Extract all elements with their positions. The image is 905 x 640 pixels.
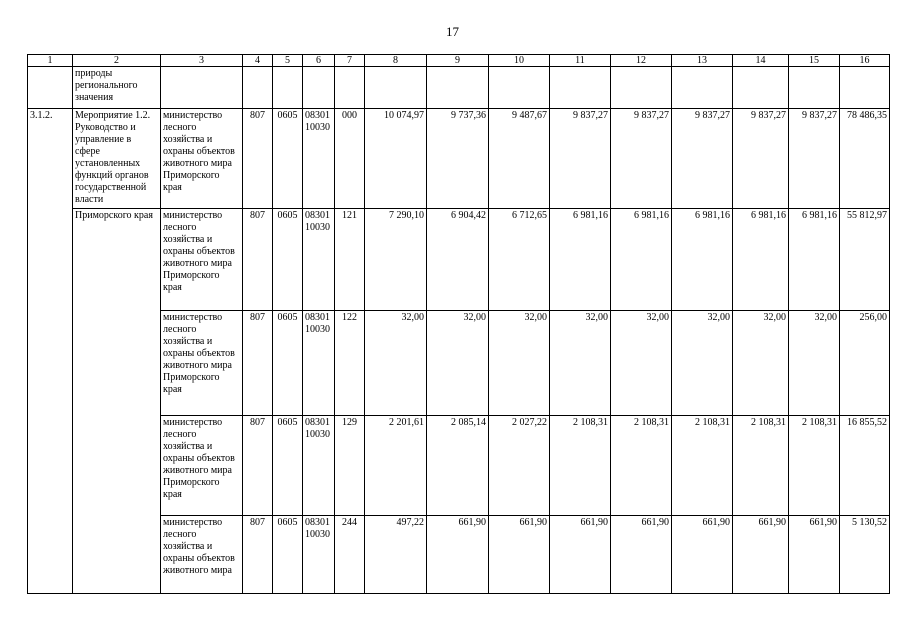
amount-cell: 661,90 <box>733 516 789 594</box>
measure-title-cell: Мероприятие 1.2. Руководство и управление в сфере установленных функций органов государственной власти <box>73 109 161 209</box>
organization-cell: министерство лесного хозяйства и охраны объектов животного мира Приморского края <box>161 109 243 209</box>
continuation-title-cell: природы регионального значения <box>73 67 161 109</box>
amount-cell: 9 837,27 <box>611 109 672 209</box>
column-number-5: 5 <box>273 55 303 67</box>
amount-cell: 32,00 <box>611 311 672 416</box>
amount-cell: 9 737,36 <box>427 109 489 209</box>
continuation-empty-cell <box>335 67 365 109</box>
amount-cell: 661,90 <box>489 516 550 594</box>
amount-cell: 497,22 <box>365 516 427 594</box>
measure-subtitle-cell: Приморского края <box>73 209 161 594</box>
column-number-1: 1 <box>28 55 73 67</box>
grbs-code-cell: 807 <box>243 209 273 311</box>
amount-cell: 9 837,27 <box>733 109 789 209</box>
section-code-cell: 0605 <box>273 311 303 416</box>
amount-cell: 9 837,27 <box>789 109 840 209</box>
amount-cell: 6 904,42 <box>427 209 489 311</box>
amount-cell: 55 812,97 <box>840 209 890 311</box>
target-article-cell: 08301 10030 <box>303 109 335 209</box>
continuation-empty-cell <box>427 67 489 109</box>
amount-cell: 32,00 <box>672 311 733 416</box>
amount-cell: 16 855,52 <box>840 416 890 516</box>
continuation-empty-cell <box>303 67 335 109</box>
target-article-cell: 08301 10030 <box>303 311 335 416</box>
continuation-empty-cell <box>840 67 890 109</box>
section-code-cell: 0605 <box>273 516 303 594</box>
column-number-14: 14 <box>733 55 789 67</box>
measure-code-cell: 3.1.2. <box>28 109 73 594</box>
amount-cell: 32,00 <box>489 311 550 416</box>
column-number-15: 15 <box>789 55 840 67</box>
amount-cell: 2 108,31 <box>611 416 672 516</box>
expense-type-cell: 244 <box>335 516 365 594</box>
column-number-10: 10 <box>489 55 550 67</box>
column-number-2: 2 <box>73 55 161 67</box>
continuation-row <box>28 67 890 109</box>
organization-cell: министерство лесного хозяйства и охраны объектов животного мира Приморского края <box>161 209 243 311</box>
expense-type-cell: 122 <box>335 311 365 416</box>
page-number: 17 <box>446 24 459 39</box>
amount-cell: 32,00 <box>733 311 789 416</box>
continuation-empty-cell <box>273 67 303 109</box>
continuation-empty-cell <box>672 67 733 109</box>
amount-cell: 5 130,52 <box>840 516 890 594</box>
amount-cell: 7 290,10 <box>365 209 427 311</box>
grbs-code-cell: 807 <box>243 416 273 516</box>
amount-cell: 32,00 <box>550 311 611 416</box>
budget-table <box>27 54 890 594</box>
amount-cell: 2 027,22 <box>489 416 550 516</box>
continuation-code-cell <box>28 67 73 109</box>
continuation-empty-cell <box>243 67 273 109</box>
column-number-7: 7 <box>335 55 365 67</box>
continuation-empty-cell <box>611 67 672 109</box>
grbs-code-cell: 807 <box>243 109 273 209</box>
amount-cell: 10 074,97 <box>365 109 427 209</box>
column-number-3: 3 <box>161 55 243 67</box>
table-row <box>28 109 890 209</box>
amount-cell: 2 108,31 <box>733 416 789 516</box>
amount-cell: 661,90 <box>550 516 611 594</box>
section-code-cell: 0605 <box>273 416 303 516</box>
continuation-empty-cell <box>789 67 840 109</box>
amount-cell: 6 712,65 <box>489 209 550 311</box>
section-code-cell: 0605 <box>273 109 303 209</box>
continuation-empty-cell <box>365 67 427 109</box>
organization-cell: министерство лесного хозяйства и охраны объектов животного мира Приморского края <box>161 311 243 416</box>
amount-cell: 32,00 <box>427 311 489 416</box>
amount-cell: 256,00 <box>840 311 890 416</box>
column-number-row <box>28 55 890 67</box>
column-number-13: 13 <box>672 55 733 67</box>
grbs-code-cell: 807 <box>243 311 273 416</box>
amount-cell: 6 981,16 <box>550 209 611 311</box>
amount-cell: 2 108,31 <box>789 416 840 516</box>
target-article-cell: 08301 10030 <box>303 209 335 311</box>
continuation-empty-cell <box>489 67 550 109</box>
amount-cell: 32,00 <box>365 311 427 416</box>
section-code-cell: 0605 <box>273 209 303 311</box>
amount-cell: 32,00 <box>789 311 840 416</box>
column-number-9: 9 <box>427 55 489 67</box>
expense-type-cell: 121 <box>335 209 365 311</box>
amount-cell: 2 108,31 <box>672 416 733 516</box>
amount-cell: 6 981,16 <box>672 209 733 311</box>
column-number-12: 12 <box>611 55 672 67</box>
amount-cell: 6 981,16 <box>733 209 789 311</box>
continuation-empty-cell <box>550 67 611 109</box>
amount-cell: 661,90 <box>672 516 733 594</box>
organization-cell: министерство лесного хозяйства и охраны объектов животного мира <box>161 516 243 594</box>
organization-cell: министерство лесного хозяйства и охраны объектов животного мира Приморского края <box>161 416 243 516</box>
column-number-6: 6 <box>303 55 335 67</box>
expense-type-cell: 129 <box>335 416 365 516</box>
column-number-4: 4 <box>243 55 273 67</box>
amount-cell: 9 837,27 <box>672 109 733 209</box>
amount-cell: 9 487,67 <box>489 109 550 209</box>
continuation-empty-cell <box>161 67 243 109</box>
amount-cell: 6 981,16 <box>611 209 672 311</box>
amount-cell: 661,90 <box>611 516 672 594</box>
expense-type-cell: 000 <box>335 109 365 209</box>
column-number-8: 8 <box>365 55 427 67</box>
amount-cell: 2 108,31 <box>550 416 611 516</box>
target-article-cell: 08301 10030 <box>303 416 335 516</box>
amount-cell: 2 201,61 <box>365 416 427 516</box>
amount-cell: 6 981,16 <box>789 209 840 311</box>
amount-cell: 661,90 <box>789 516 840 594</box>
grbs-code-cell: 807 <box>243 516 273 594</box>
table-row <box>28 209 890 311</box>
amount-cell: 2 085,14 <box>427 416 489 516</box>
amount-cell: 9 837,27 <box>550 109 611 209</box>
column-number-16: 16 <box>840 55 890 67</box>
target-article-cell: 08301 10030 <box>303 516 335 594</box>
amount-cell: 78 486,35 <box>840 109 890 209</box>
continuation-empty-cell <box>733 67 789 109</box>
column-number-11: 11 <box>550 55 611 67</box>
amount-cell: 661,90 <box>427 516 489 594</box>
